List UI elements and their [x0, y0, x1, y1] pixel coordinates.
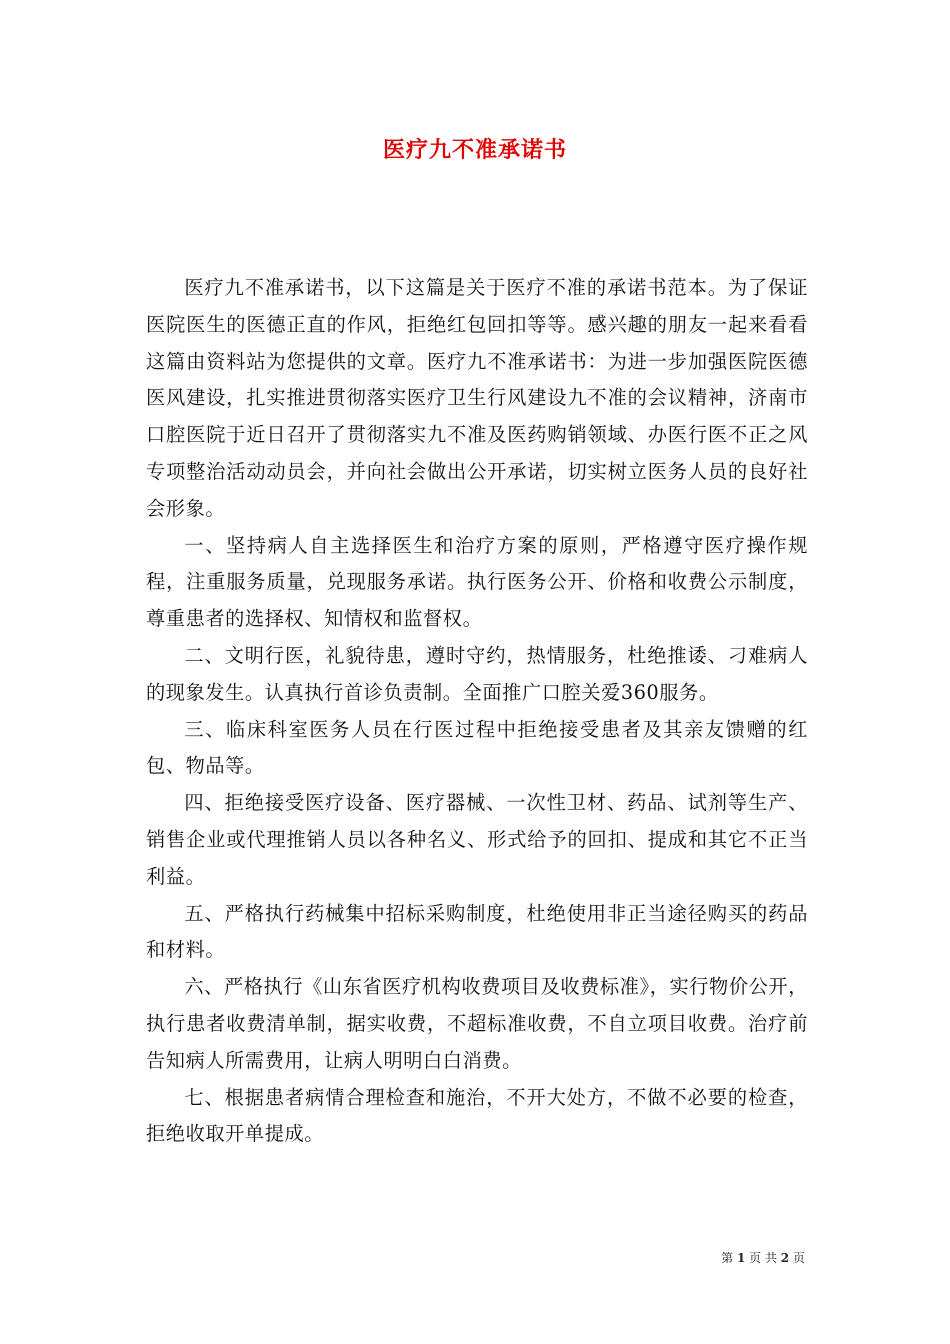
footer-suffix: 页 — [792, 1251, 805, 1265]
document-title: 医疗九不准承诺书 — [382, 137, 567, 163]
footer-current-page: 1 — [736, 1251, 746, 1265]
paragraph-intro: 医疗九不准承诺书，以下这篇是关于医疗不准的承诺书范本。为了保证医院医生的医德正直的作风，拒绝红包回扣等等。感兴趣的朋友一起来看看这篇由资料站为您提供的文章。医疗九不准承诺书：为进一步加强医院医德医风建设，扎实推进贯彻落实医疗卫生行风建设九不准的会议精神，济南市口腔医院于近日召开了贯彻落实九不准及医药购销领域、办医行医不正之风专项整治活动动员会，并向社会做出公开承诺，切实树立医务人员的良好社会形象。 — [146, 276, 808, 520]
footer-total-pages: 2 — [780, 1251, 790, 1265]
paragraph-item-6: 六、严格执行《山东省医疗机构收费项目及收费标准》，实行物价公开，执行患者收费清单制，据实收费，不超标准收费，不自立项目收费。治疗前告知病人所需费用，让病人明明白白消费。 — [146, 975, 808, 1072]
page-footer — [721, 1250, 805, 1266]
paragraph-item-2: 二、文明行医，礼貌待患，遵时守约，热情服务，杜绝推诿、刁难病人的现象发生。认真执行首诊负责制。全面推广口腔关爱360服务。 — [146, 643, 808, 704]
paragraph-item-4: 四、拒绝接受医疗设备、医疗器械、一次性卫材、药品、试剂等生产、销售企业或代理推销人员以各种名义、形式给予的回扣、提成和其它不正当利益。 — [146, 791, 808, 888]
paragraph-item-5: 五、严格执行药械集中招标采购制度，杜绝使用非正当途径购买的药品和材料。 — [146, 901, 808, 962]
paragraph-item-1: 一、坚持病人自主选择医生和治疗方案的原则，严格遵守医疗操作规程，注重服务质量，兑现服务承诺。执行医务公开、价格和收费公示制度，尊重患者的选择权、知情权和监督权。 — [146, 533, 808, 631]
document-body — [146, 270, 808, 1153]
paragraph-item-3: 三、临床科室医务人员在行医过程中拒绝接受患者及其亲友馈赠的红包、物品等。 — [146, 717, 808, 778]
footer-middle: 页 共 — [749, 1251, 777, 1265]
footer-prefix: 第 — [721, 1251, 734, 1265]
paragraph-item-7: 七、根据患者病情合理检查和施治，不开大处方，不做不必要的检查，拒绝收取开单提成。 — [146, 1085, 808, 1146]
